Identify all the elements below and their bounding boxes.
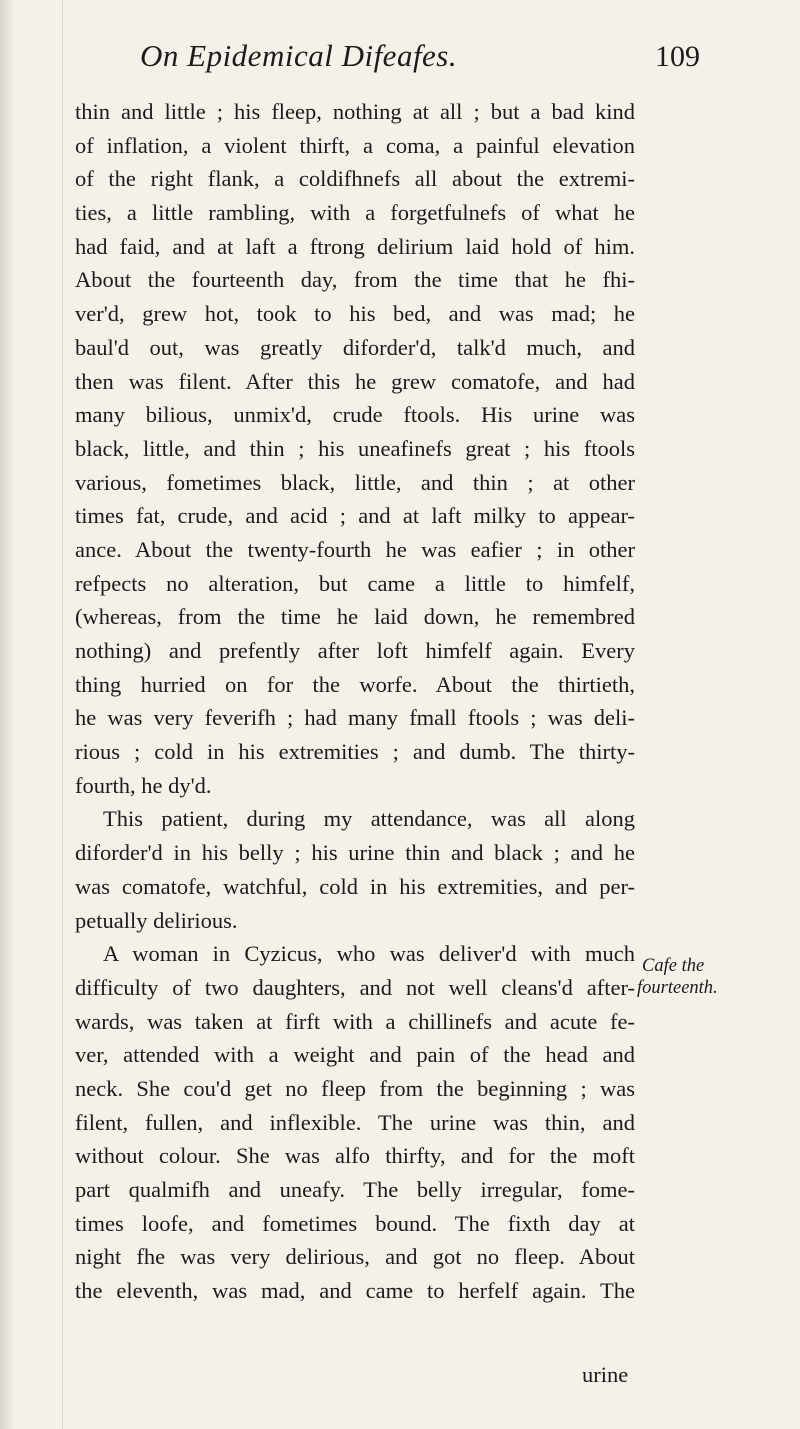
text-line: was comatofe, watchful, cold in his extremities, and per- (75, 873, 635, 899)
text-line: various, fometimes black, little, and thin ; at other (75, 469, 635, 495)
catchword: urine (582, 1362, 629, 1387)
text-line: difficulty of two daughters, and not well cleans'd after- (75, 974, 635, 1000)
text-line: of the right flank, a coldifhnefs all about the extremi- (75, 166, 635, 192)
text-line: thing hurried on for the worfe. About the thirtieth, (75, 671, 635, 697)
text-line: night fhe was very delirious, and got no fleep. About (75, 1244, 635, 1270)
text-line: (whereas, from the time he laid down, he remembred (75, 604, 635, 630)
page-header (140, 38, 700, 88)
text-line: petually delirious. (75, 907, 238, 933)
gutter-rule (62, 0, 63, 1429)
body-text (75, 95, 635, 1308)
margin-note (637, 955, 800, 999)
text-line: he was very feverifh ; had many fmall ftools ; was deli- (75, 705, 635, 731)
text-line: part qualmifh and uneafy. The belly irregular, fome- (75, 1177, 635, 1202)
text-line: neck. She cou'd get no fleep from the beginning ; was (75, 1075, 635, 1101)
text-line: ver, attended with a weight and pain of the head and (75, 1042, 635, 1068)
text-line: ties, a little rambling, with a forgetfulnefs of what he (75, 200, 635, 226)
text-line: ance. About the twenty-fourth he was eafier ; in other (75, 536, 635, 562)
text-line: had faid, and at laft a ftrong delirium laid hold of him. (75, 233, 635, 259)
margin-note-line: Cafe the (642, 956, 705, 976)
text-line: nothing) and prefently after loft himfelf again. Every (75, 638, 635, 663)
running-title: On Epidemical Difeafes. (140, 38, 458, 73)
page-gutter-shadow (0, 0, 14, 1429)
text-line: black, little, and thin ; his uneafinefs great ; his ftools (75, 435, 635, 461)
text-line: wards, was taken at firft with a chillinefs and acute fe- (75, 1008, 635, 1034)
paragraph-start-line: This patient, during my attendance, was all along (103, 806, 635, 832)
text-line: About the fourteenth day, from the time that he fhi- (75, 267, 635, 293)
text-line: the eleventh, was mad, and came to herfelf again. The (75, 1278, 635, 1304)
text-line: many bilious, unmix'd, crude ftools. His urine was (75, 402, 635, 428)
text-line: of inflation, a violent thirft, a coma, a painful elevation (75, 132, 635, 158)
text-line: thin and little ; his fleep, nothing at all ; but a bad kind (75, 99, 635, 124)
page-number: 109 (655, 40, 700, 73)
text-line: filent, fullen, and inflexible. The urine was thin, and (75, 1109, 635, 1135)
text-line: rious ; cold in his extremities ; and dumb. The thirty- (75, 739, 635, 765)
margin-note-line: fourteenth. (637, 978, 718, 998)
text-line: times fat, crude, and acid ; and at laft milky to appear- (75, 503, 635, 529)
text-line: times loofe, and fometimes bound. The fixth day at (75, 1210, 635, 1236)
text-line: fourth, he dy'd. (75, 772, 212, 798)
text-line: ver'd, grew hot, took to his bed, and was mad; he (75, 301, 635, 327)
text-line: refpects no alteration, but came a little to himfelf, (75, 570, 635, 596)
text-line: baul'd out, was greatly diforder'd, talk'd much, and (75, 334, 635, 360)
paragraph-start-line: A woman in Cyzicus, who was deliver'd with much (103, 941, 635, 967)
text-line: then was filent. After this he grew comatofe, and had (75, 368, 635, 394)
text-line: diforder'd in his belly ; his urine thin and black ; and he (75, 840, 635, 866)
text-line: without colour. She was alfo thirfty, and for the moft (75, 1143, 635, 1169)
